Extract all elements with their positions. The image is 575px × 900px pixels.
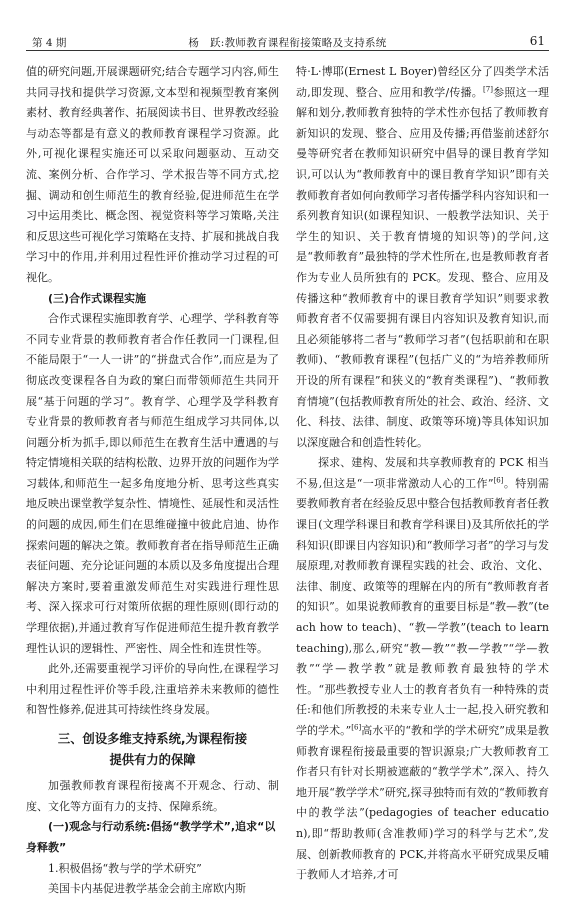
- running-title: 杨 跃:教师教育课程衔接策略及支持系统: [188, 37, 387, 49]
- citation-ref: [6]: [493, 476, 504, 485]
- chapter-heading-line: 三、创设多维支持系统,为课程衔接: [57, 732, 248, 746]
- citation-ref: [6]: [351, 723, 362, 732]
- right-column: [296, 62, 549, 886]
- paragraph-text: 。特别需要教师教育者在经验反思中整合包括教师教育者任教课目(文理学科课目和教育学科课目)及其所依托的学科知识(即课目内容知识)和“教师学习者”的学习与发展原理,对教师教育课程实践的社会、政治、文化、法律、制度、政策等的理解在内的所有“教师教育者的知识”。如果说教师教育的重要目标是“教—教”(teach how to teach)、“教—学教”(teach to learn teaching),那么,研究“教—教”“教—学教”“学—教教”“学—教学教”就是教师教育最独特的学术性。“那些教授专业人士的教育者负有一种特殊的责任:和他们所教授的未来专业人士一起,投入研究教和学的学术。”: [296, 476, 549, 737]
- subsection-heading: 1.积极倡扬“教与学的学术研究”: [48, 861, 202, 875]
- paragraph: 加强教师教育课程衔接离不开观念、行动、制度、文化等方面有力的支持、保障系统。: [26, 779, 279, 813]
- left-column: [26, 62, 279, 900]
- paragraph-text: 特·L·博耶(Ernest L Boyer)曾经区分了四类学术活动,即发现、整合、应用和教学/传播。: [296, 65, 549, 99]
- paragraph: [296, 453, 549, 885]
- section-heading: (三)合作式课程实施: [48, 291, 147, 305]
- paragraph: 值的研究问题,开展课题研究;结合专题学习内容,师生共同寻找和提供学习资源,文本型和视频型教育案例素材、教育经典著作、拓展阅读书目、世界教改经验与动态等都是有意义的教师教育课程学习资源。此外,可视化课程实施还可以采取问题驱动、互动交流、案例分析、合作学习、学术报告等不同方式,挖掘、调动和创生师范生的教育经验,促进师范生在学习中运用类比、概念图、视觉资料等学习策略,关注和反思这些可视化学习策略在支持、扩展和挑战自我学习中的作用,并利用过程性评价推动学习过程的可视化。: [26, 65, 279, 284]
- paragraph-text: 高水平的“教和学的学术研究”成果是教师教育课程衔接最重要的智识源泉;广大教师教育工作者只有针对长期被遮蔽的“教学学术”,深入、持久地开展“教学学术”研究,探寻独特而有效的“教师教育中的教学法”(pedagogies of teacher education),即“帮助教师(含准教师)学习的科学与艺术”,发展、创新教师教育的 PCK,并将高水平研究成果反哺于教师人才培养,才可: [296, 724, 549, 882]
- citation-ref: [7]: [483, 84, 493, 93]
- paragraph: 美国卡内基促进教学基金会前主席欧内斯: [48, 882, 246, 896]
- chapter-heading-line: 提供有力的保障: [109, 752, 196, 767]
- paragraph-text: 探求、建构、发展和共享教师教育的 PCK 相当不易,但这是“一项非常激动人心的工作”: [296, 456, 549, 490]
- running-header: [26, 34, 549, 51]
- page-number: 61: [529, 34, 545, 48]
- paragraph: 合作式课程实施即教育学、心理学、学科教育等不同专业背景的教师教育者合作任教同一门课程,但不能局限于“一人一讲”的“拼盘式合作”,而应是为了彻底改变课程各自为政的窠臼而带领师范生共同开展“基于问题的学习”。教育学、心理学及学科教育专业背景的教师教育者与师范生组成学习共同体,以问题分析为抓手,即以师范生在教育生活中遭遇的与特定情境相关联的结构松散、边界开放的问题作为学习载体,和师范生一起多角度地分析、思考这些真实地反映出课堂教学复杂性、情境性、延展性和灵活性的问题的成因,师生们在思维碰撞中彼此启迪、协作探索问题的解决之策。教师教育者在指导师范生正确表征问题、充分论证问题的本质以及多角度提出合理解决方案时,要着重激发师范生对实践进行理性思考、深入探求可行对策所依据的理性原则(即行动的学理依据),并通过教育写作促进师范生提升教育教学理性认识的逻辑性、严密性、周全性和连贯性等。: [26, 312, 279, 655]
- paragraph: [296, 62, 549, 453]
- paragraph: 此外,还需要重视学习评价的导向性,在课程学习中利用过程性评价等手段,注重培养未来教师的德性和智性修养,促进其可持续性终身发展。: [26, 662, 279, 717]
- section-heading: (一)观念与行动系统:倡扬“教学学术”,追求“以身释教”: [26, 820, 276, 854]
- paragraph-text: 参照这一理解和划分,教师教育独特的学术性亦包括了教师教育新知识的发现、整合、应用及传播;再借鉴前述舒尔曼等研究者在教师知识研究中倡导的课目教育学知识,可以认为“教师教育中的课目教育学知识”即有关教师教育者如何向教师学习者传播学科内容知识和一系列教育知识(如课程知识、一般教学法知识、关于学生的知识、关于教育情境的知识等)的学问,这是“教师教育”最独特的学术性所在,也是教师教育者作为专业人员所独有的 PCK。发现、整合、应用及传播这种“教师教育中的课目教育学知识”则要求教师教育者不仅需要拥有课目内容知识及教育知识,而且必须能够将二者与“教师学习者”(包括职前和在职教师)、“教师教育课程”(包括广义的“为培养教师所开设的所有课程”和狭义的“教育类课程”)、“教师教育情境”(包括教师教育所处的社会、政治、经济、文化、科技、法律、制度、政策等环境)等具体知识加以深度融合和创造性转化。: [296, 85, 550, 449]
- issue-number: 第 4 期: [32, 37, 67, 49]
- chapter-heading: [26, 729, 279, 770]
